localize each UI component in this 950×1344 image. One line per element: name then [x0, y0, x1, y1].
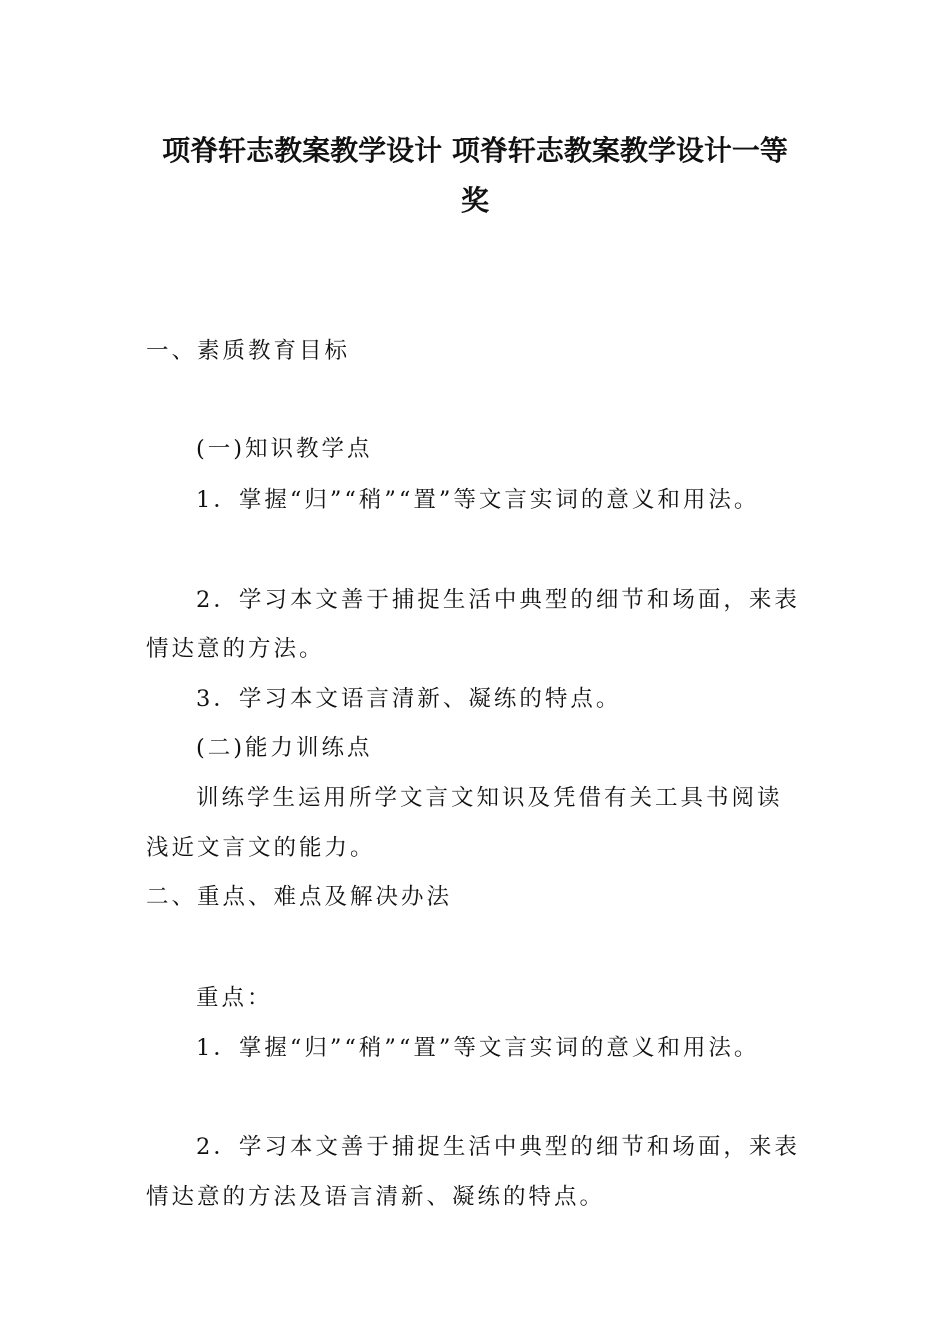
document-title-line-1: 项脊轩志教案教学设计 项脊轩志教案教学设计一等: [162, 134, 788, 167]
section-1-heading: 一、素质教育目标: [146, 338, 351, 364]
key-point-item-2-line-1: 2．学习本文善于捕捉生活中典型的细节和场面，来表: [196, 1134, 800, 1160]
knowledge-item-2-line-2: 情达意的方法。: [146, 636, 325, 662]
key-point-item-2-line-2: 情达意的方法及语言清新、凝练的特点。: [146, 1184, 606, 1210]
ability-text-line-2: 浅近文言文的能力。: [146, 835, 376, 861]
subsection-knowledge-heading: (一)知识教学点: [196, 436, 373, 462]
ability-text-line-1: 训练学生运用所学文言文知识及凭借有关工具书阅读: [196, 785, 783, 811]
knowledge-item-3: 3．学习本文语言清新、凝练的特点。: [196, 686, 622, 712]
knowledge-item-1: 1．掌握“归”“稍”“置”等文言实词的意义和用法。: [196, 487, 760, 513]
document-title-line-2: 奖: [460, 184, 489, 217]
key-point-item-1: 1．掌握“归”“稍”“置”等文言实词的意义和用法。: [196, 1035, 760, 1061]
knowledge-item-2-line-1: 2．学习本文善于捕捉生活中典型的细节和场面，来表: [196, 587, 800, 613]
subsection-ability-heading: (二)能力训练点: [196, 735, 373, 761]
section-2-heading: 二、重点、难点及解决办法: [146, 884, 453, 910]
key-points-label: 重点：: [196, 985, 273, 1011]
